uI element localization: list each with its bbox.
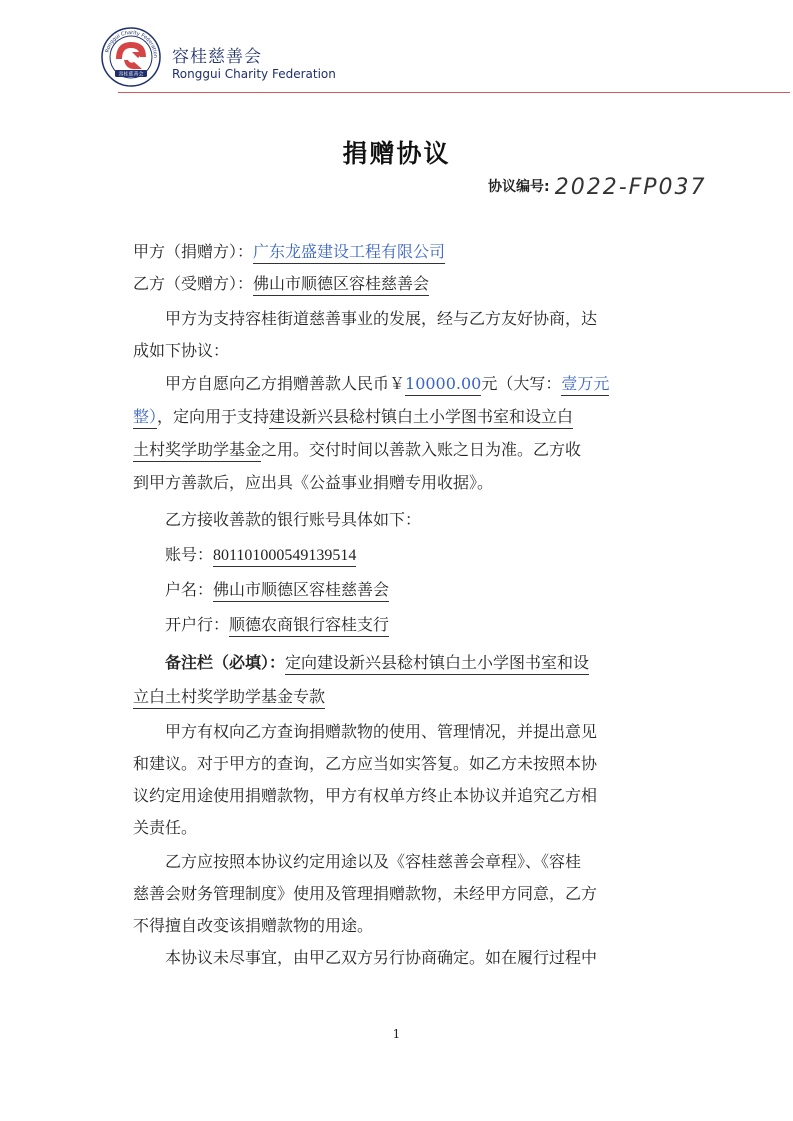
para4-line1: 乙方应按照本协议约定用途以及《容桂慈善会章程》、《容桂 <box>165 852 582 871</box>
account-name-value: 佛山市顺德区容桂慈善会 <box>213 580 389 602</box>
party-a-label: 甲方（捐赠方）： <box>133 242 254 261</box>
bank-account-line <box>165 545 356 566</box>
party-a-value: 广东龙盛建设工程有限公司 <box>253 242 445 264</box>
para3-line3: 议约定用途使用捐赠款物，甲方有权单方终止本协议并追究乙方相 <box>133 786 598 805</box>
donation-amount: 10000.00 <box>405 374 481 396</box>
para2-line4: 到甲方善款后，应出具《公益事业捐赠专用收据》。 <box>133 473 494 492</box>
para3-line4: 关责任。 <box>133 818 198 837</box>
amount-in-words-a: 壹万元 <box>561 374 609 396</box>
bank-intro: 乙方接收善款的银行账号具体如下： <box>165 510 422 529</box>
remark-value-a: 定向建设新兴县稔村镇白土小学图书室和设 <box>285 653 589 675</box>
agreement-number-label: 协议编号: <box>488 179 550 195</box>
party-a-line <box>133 242 445 262</box>
para2-text: 之用。交付时间以善款入账之日为准。乙方收 <box>261 440 582 459</box>
party-b-label: 乙方（受赠方）： <box>133 274 254 293</box>
para1-line1: 甲方为支持容桂街道慈善事业的发展，经与乙方友好协商，达 <box>165 309 598 328</box>
remark-label: 备注栏（必填）： <box>165 653 286 672</box>
document-title: 捐赠协议 <box>342 139 451 168</box>
account-name-label: 户名： <box>165 580 214 599</box>
party-b-line <box>133 274 429 294</box>
para2-line2 <box>133 407 573 427</box>
remark-line1 <box>165 653 589 673</box>
letterhead <box>100 24 690 94</box>
para2-text: 甲方自愿向乙方捐赠善款人民币￥ <box>165 374 406 393</box>
para3-line2: 和建议。对于甲方的查询，乙方应当如实答复。如乙方未按照本协 <box>133 754 598 773</box>
bank-branch-label: 开户行： <box>165 615 230 634</box>
bank-branch-value: 顺德农商银行容桂支行 <box>229 615 389 637</box>
logo-ring-text: Ronggui Charity Federation <box>104 29 159 59</box>
page-number: 1 <box>392 1027 401 1041</box>
party-b-value: 佛山市顺德区容桂慈善会 <box>253 274 429 296</box>
remark-value-b: 立白土村奖学助学基金专款 <box>133 687 325 709</box>
para2-text: ，定向用于支持 <box>157 407 270 426</box>
account-name-line <box>165 580 389 600</box>
bank-account-value: 801101000549139514 <box>213 547 356 567</box>
para2-line1 <box>165 374 609 394</box>
para5-line1: 本协议未尽事宜，由甲乙双方另行协商确定。如在履行过程中 <box>165 948 598 967</box>
para1-line2: 成如下协议： <box>133 341 230 360</box>
donation-purpose-a: 建设新兴县稔村镇白土小学图书室和设立白 <box>269 407 573 429</box>
amount-in-words-b: 整） <box>133 407 157 429</box>
para3-line1: 甲方有权向乙方查询捐赠款物的使用、管理情况，并提出意见 <box>165 722 598 741</box>
para4-line2: 慈善会财务管理制度》使用及管理捐赠款物，未经甲方同意，乙方 <box>133 884 598 903</box>
agreement-number <box>488 175 707 200</box>
donation-purpose-b: 土村奖学助学基金 <box>133 440 261 462</box>
bank-branch-line <box>165 615 389 635</box>
header-divider <box>118 92 790 93</box>
org-name-cn: 容桂慈善会 <box>172 47 262 67</box>
logo-badge-text: 容桂慈善会 <box>118 71 144 78</box>
agreement-number-value: 2022-FP037 <box>554 175 707 200</box>
charity-logo <box>100 26 162 88</box>
bank-account-label: 账号： <box>165 545 214 564</box>
org-name-en: Ronggui Charity Federation <box>172 67 336 81</box>
para4-line3: 不得擅自改变该捐赠款物的用途。 <box>133 916 374 935</box>
para2-line3 <box>133 440 581 460</box>
para2-text: 元（大写： <box>481 374 562 393</box>
remark-line2 <box>133 687 325 707</box>
